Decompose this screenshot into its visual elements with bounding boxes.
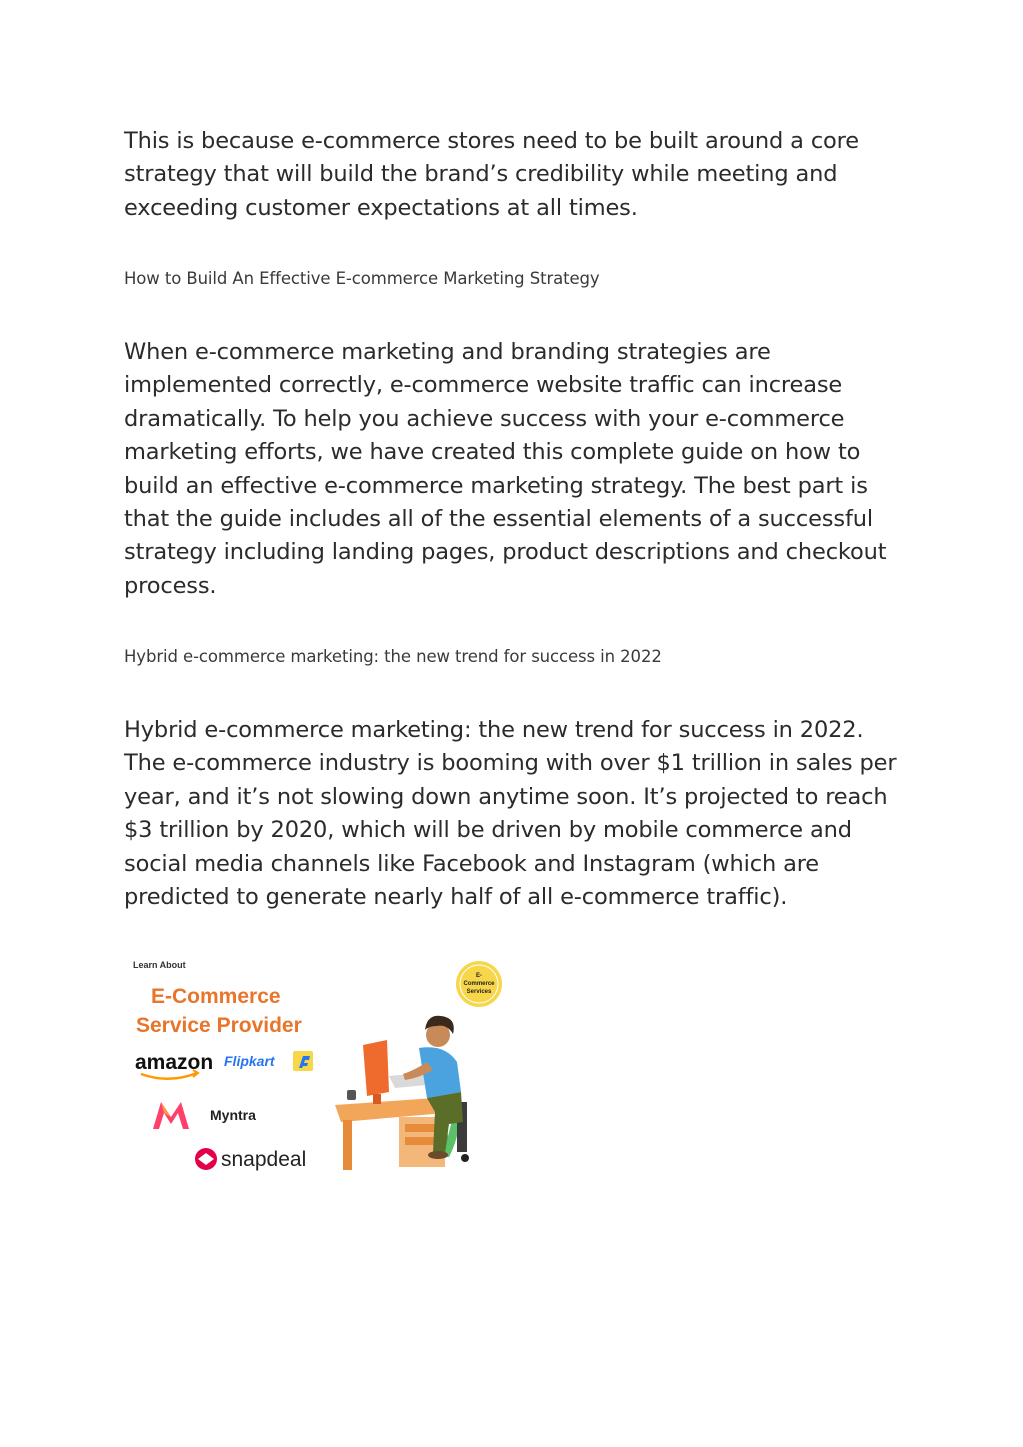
flipkart-logo [224, 1051, 313, 1071]
paragraph-hybrid: Hybrid e-commerce marketing: the new trend for success in 2022. The e-commerce industry is booming with over $1 trillion in sales per year, and it’s not slowing down anytime soon. It’s projected to reach $3 trillion by 2020, which will be driven by mobile commerce and social media channels like Facebook and Instagram (which are predicted to generate nearly half of all e-commerce traffic). [124, 717, 897, 911]
paragraph-intro: This is because e-commerce stores need to be built around a core strategy that will build the brand’s credibility while meeting and exceeding customer expectations at all times. [124, 128, 859, 221]
svg-text:Flipkart: Flipkart [224, 1053, 275, 1069]
section-heading-strategy: How to Build An Effective E-commerce Marketing Strategy [124, 269, 600, 288]
person-at-desk-illustration [335, 1016, 469, 1170]
e-commerce-services-badge-icon [456, 961, 502, 1007]
svg-text:amazon: amazon [135, 1051, 214, 1074]
promo-image [127, 952, 507, 1174]
myntra-logo [153, 1102, 256, 1129]
section-heading-hybrid: Hybrid e-commerce marketing: the new trend for success in 2022 [124, 647, 662, 666]
svg-text:Commerce: Commerce [463, 981, 495, 987]
svg-text:E-: E- [476, 973, 482, 979]
paragraph-strategy: When e-commerce marketing and branding strategies are implemented correctly, e-commerce website traffic can increase dramatically. To help you achieve success with your e-commerce marketing efforts, we have created this complete guide on how to build an effective e-commerce marketing strategy. The best part is that the guide includes all of the essential elements of a successful strategy including landing pages, product descriptions and checkout process. [124, 339, 887, 599]
snapdeal-logo [195, 1148, 306, 1171]
promo-title-line-2: Service Provider [136, 1014, 302, 1037]
svg-text:Services: Services [466, 989, 492, 995]
promo-title-line-1: E-Commerce [151, 985, 281, 1008]
promo-kicker: Learn About [133, 960, 186, 970]
svg-text:snapdeal: snapdeal [221, 1148, 307, 1171]
amazon-logo [135, 1051, 213, 1079]
svg-text:Myntra: Myntra [210, 1107, 256, 1123]
